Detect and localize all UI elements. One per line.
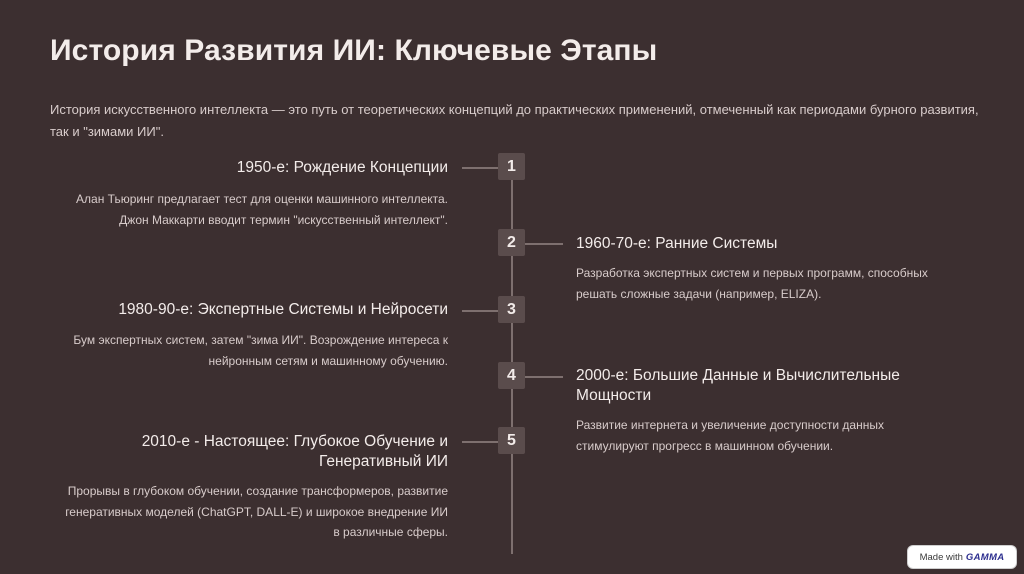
milestone-3-description xyxy=(20,330,448,371)
intro-text: История искусственного интеллекта — это путь от теоретических концепций до практических применений, отмеченный как периодами бурного развития, так и "зимами ИИ". xyxy=(50,102,979,139)
milestone-4-description-line: Развитие интернета и увеличение доступности данных xyxy=(576,418,884,432)
milestone-2-title: 1960-70-е: Ранние Системы xyxy=(576,235,778,252)
timeline-line xyxy=(511,164,513,554)
milestone-4-title-line: Мощности xyxy=(576,387,652,404)
made-with-gamma-badge[interactable] xyxy=(908,546,1016,568)
milestone-5-description-line: Прорывы в глубоком обучении, создание трансформеров, развитие xyxy=(67,484,448,498)
milestone-5-title-line: Генеративный ИИ xyxy=(319,453,448,470)
milestone-3-title: 1980-90-е: Экспертные Системы и Нейросети xyxy=(118,301,448,318)
milestone-4-description xyxy=(576,415,996,456)
milestone-5-description-line: генеративных моделей (ChatGPT, DALL-E) и широкое внедрение ИИ xyxy=(65,504,448,519)
milestone-1-description xyxy=(20,189,448,230)
connector-2 xyxy=(525,243,563,245)
milestone-1-description-line: Алан Тьюринг предлагает тест для оценки машинного интеллекта. xyxy=(76,192,448,206)
milestone-4-description-line: стимулируют прогресс в машинном обучении. xyxy=(576,438,834,453)
milestone-4-title-line: 2000-е: Большие Данные и Вычислительные xyxy=(576,367,900,384)
connector-5 xyxy=(462,441,498,443)
marker-2: 2 xyxy=(498,229,525,256)
gamma-logo: GAMMA xyxy=(965,551,1005,563)
badge-prefix: Made with xyxy=(919,551,963,563)
milestone-2-description xyxy=(576,263,996,304)
connector-4 xyxy=(525,376,563,378)
milestone-2-description-line: решать сложные задачи (например, ELIZA). xyxy=(576,286,822,301)
milestone-2-description-line: Разработка экспертных систем и первых программ, способных xyxy=(576,266,928,280)
marker-5: 5 xyxy=(498,427,525,454)
milestone-5-description-line: в различные сферы. xyxy=(333,525,448,539)
milestone-5-title xyxy=(40,432,448,472)
connector-3 xyxy=(462,310,498,312)
marker-1: 1 xyxy=(498,153,525,180)
milestone-4-title xyxy=(576,366,996,406)
milestone-5-description xyxy=(20,481,448,543)
milestone-3-description-line: Бум экспертных систем, затем "зима ИИ". Возрождение интереса к xyxy=(73,333,448,347)
milestone-3-description-line: нейронным сетям и машинному обучению. xyxy=(208,353,448,368)
page-title: История Развития ИИ: Ключевые Этапы xyxy=(50,34,658,67)
connector-1 xyxy=(462,167,498,169)
milestone-1-description-line: Джон Маккарти вводит термин "искусственный интеллект". xyxy=(119,212,448,227)
milestone-5-title-line: 2010-е - Настоящее: Глубокое Обучение и xyxy=(141,433,448,450)
milestone-1-title: 1950-е: Рождение Концепции xyxy=(236,159,448,176)
marker-3: 3 xyxy=(498,296,525,323)
marker-4: 4 xyxy=(498,362,525,389)
